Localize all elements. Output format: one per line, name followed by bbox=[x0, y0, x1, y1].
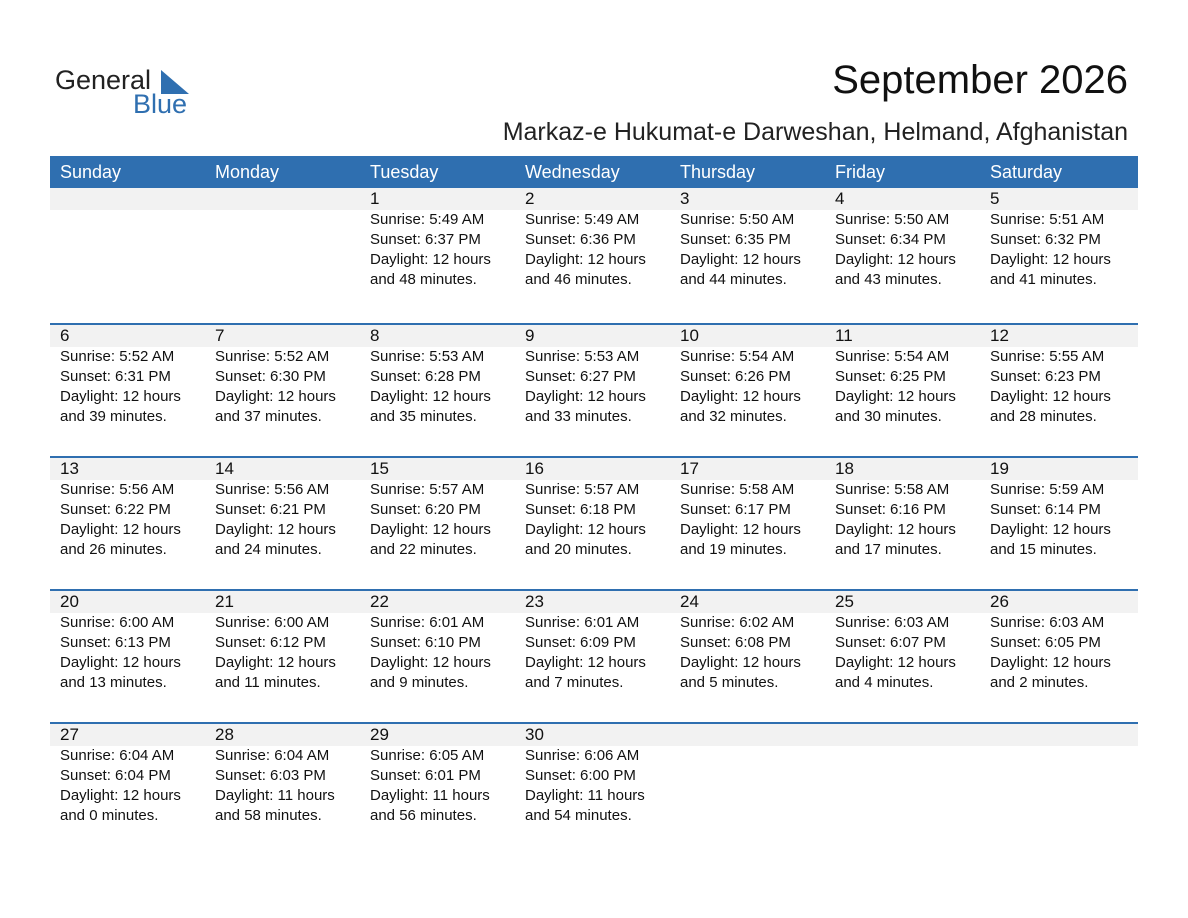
day-number: 3 bbox=[680, 189, 690, 208]
daylight-minutes-text: and 9 minutes. bbox=[370, 674, 469, 691]
weekday-header-cell: Tuesday bbox=[370, 162, 439, 182]
sunset-text: Sunset: 6:32 PM bbox=[990, 231, 1101, 248]
day-number: 20 bbox=[60, 592, 79, 611]
day-cell bbox=[50, 591, 205, 693]
sunrise-text: Sunrise: 5:50 AM bbox=[835, 211, 950, 228]
daylight-hours-text: Daylight: 12 hours bbox=[525, 521, 646, 538]
day-number: 25 bbox=[835, 592, 854, 611]
daylight-minutes-text: and 30 minutes. bbox=[835, 408, 942, 425]
sunrise-text: Sunrise: 5:52 AM bbox=[60, 348, 175, 365]
sunset-text: Sunset: 6:17 PM bbox=[680, 501, 791, 518]
week-days bbox=[50, 188, 1138, 290]
sunset-text: Sunset: 6:18 PM bbox=[525, 501, 636, 518]
daylight-minutes-text: and 58 minutes. bbox=[215, 807, 322, 824]
day-cell bbox=[515, 724, 670, 826]
daylight-hours-text: Daylight: 12 hours bbox=[525, 251, 646, 268]
daylight-minutes-text: and 43 minutes. bbox=[835, 271, 942, 288]
day-number: 27 bbox=[60, 725, 79, 744]
daylight-minutes-text: and 17 minutes. bbox=[835, 541, 942, 558]
day-number: 14 bbox=[215, 459, 234, 478]
daylight-minutes-text: and 22 minutes. bbox=[370, 541, 477, 558]
week-days bbox=[50, 458, 1138, 560]
daylight-hours-text: Daylight: 12 hours bbox=[680, 654, 801, 671]
calendar-week-row bbox=[50, 323, 1138, 456]
daylight-minutes-text: and 0 minutes. bbox=[60, 807, 159, 824]
daylight-hours-text: Daylight: 12 hours bbox=[60, 388, 181, 405]
calendar-week-row bbox=[50, 722, 1138, 855]
sunset-text: Sunset: 6:35 PM bbox=[680, 231, 791, 248]
day-cell bbox=[670, 591, 825, 693]
day-number: 28 bbox=[215, 725, 234, 744]
sunrise-text: Sunrise: 6:03 AM bbox=[990, 614, 1105, 631]
daylight-hours-text: Daylight: 12 hours bbox=[60, 654, 181, 671]
sunset-text: Sunset: 6:31 PM bbox=[60, 368, 171, 385]
daylight-minutes-text: and 54 minutes. bbox=[525, 807, 632, 824]
day-cell bbox=[515, 188, 670, 290]
daylight-minutes-text: and 2 minutes. bbox=[990, 674, 1089, 691]
calendar-weeks bbox=[50, 188, 1138, 855]
day-cell bbox=[50, 458, 205, 560]
weekday-header bbox=[50, 156, 1138, 188]
day-number: 7 bbox=[215, 326, 225, 345]
sunrise-text: Sunrise: 5:58 AM bbox=[835, 481, 950, 498]
sunrise-text: Sunrise: 6:01 AM bbox=[525, 614, 640, 631]
sunrise-text: Sunrise: 6:00 AM bbox=[60, 614, 175, 631]
sunrise-text: Sunrise: 5:51 AM bbox=[990, 211, 1105, 228]
daylight-minutes-text: and 26 minutes. bbox=[60, 541, 167, 558]
day-cell bbox=[515, 458, 670, 560]
daylight-hours-text: Daylight: 12 hours bbox=[525, 654, 646, 671]
daylight-hours-text: Daylight: 12 hours bbox=[835, 654, 956, 671]
sunset-text: Sunset: 6:26 PM bbox=[680, 368, 791, 385]
calendar-grid bbox=[50, 156, 1138, 855]
week-days bbox=[50, 591, 1138, 693]
weekday-header-cell: Thursday bbox=[680, 162, 756, 182]
sunset-text: Sunset: 6:34 PM bbox=[835, 231, 946, 248]
sunset-text: Sunset: 6:03 PM bbox=[215, 767, 326, 784]
weekday-header-cell: Sunday bbox=[60, 162, 122, 182]
logo-text-blue: Blue bbox=[133, 89, 188, 119]
day-cell bbox=[360, 458, 515, 560]
sunrise-text: Sunrise: 5:49 AM bbox=[525, 211, 640, 228]
sunrise-text: Sunrise: 5:53 AM bbox=[525, 348, 640, 365]
sunset-text: Sunset: 6:13 PM bbox=[60, 634, 171, 651]
day-cell bbox=[825, 458, 980, 560]
day-number: 23 bbox=[525, 592, 544, 611]
daylight-hours-text: Daylight: 12 hours bbox=[680, 251, 801, 268]
calendar-week-row bbox=[50, 188, 1138, 323]
sunrise-text: Sunrise: 5:56 AM bbox=[215, 481, 330, 498]
day-number: 5 bbox=[990, 189, 1000, 208]
day-cell bbox=[515, 591, 670, 693]
sunrise-text: Sunrise: 5:56 AM bbox=[60, 481, 175, 498]
sunset-text: Sunset: 6:14 PM bbox=[990, 501, 1101, 518]
sunset-text: Sunset: 6:16 PM bbox=[835, 501, 946, 518]
day-number: 19 bbox=[990, 459, 1009, 478]
day-number: 2 bbox=[525, 189, 535, 208]
day-cell bbox=[515, 325, 670, 427]
daylight-hours-text: Daylight: 12 hours bbox=[215, 388, 336, 405]
daylight-minutes-text: and 37 minutes. bbox=[215, 408, 322, 425]
daylight-minutes-text: and 32 minutes. bbox=[680, 408, 787, 425]
sunset-text: Sunset: 6:09 PM bbox=[525, 634, 636, 651]
daylight-hours-text: Daylight: 11 hours bbox=[525, 787, 645, 804]
sunrise-text: Sunrise: 6:04 AM bbox=[60, 747, 175, 764]
sunset-text: Sunset: 6:25 PM bbox=[835, 368, 946, 385]
sunrise-text: Sunrise: 5:49 AM bbox=[370, 211, 485, 228]
day-number: 15 bbox=[370, 459, 389, 478]
daylight-hours-text: Daylight: 12 hours bbox=[680, 388, 801, 405]
sunset-text: Sunset: 6:08 PM bbox=[680, 634, 791, 651]
day-cell bbox=[50, 724, 205, 826]
weekday-header-cell: Saturday bbox=[990, 162, 1063, 182]
daylight-minutes-text: and 5 minutes. bbox=[680, 674, 779, 691]
sunset-text: Sunset: 6:04 PM bbox=[60, 767, 171, 784]
daylight-minutes-text: and 33 minutes. bbox=[525, 408, 632, 425]
daylight-minutes-text: and 28 minutes. bbox=[990, 408, 1097, 425]
day-cell bbox=[360, 325, 515, 427]
daylight-minutes-text: and 20 minutes. bbox=[525, 541, 632, 558]
sunset-text: Sunset: 6:20 PM bbox=[370, 501, 481, 518]
day-cell bbox=[205, 325, 360, 427]
daylight-hours-text: Daylight: 12 hours bbox=[835, 251, 956, 268]
sunset-text: Sunset: 6:23 PM bbox=[990, 368, 1101, 385]
daylight-hours-text: Daylight: 12 hours bbox=[60, 521, 181, 538]
daylight-hours-text: Daylight: 12 hours bbox=[990, 388, 1111, 405]
sunrise-text: Sunrise: 5:50 AM bbox=[680, 211, 795, 228]
sunrise-text: Sunrise: 6:05 AM bbox=[370, 747, 485, 764]
daylight-hours-text: Daylight: 12 hours bbox=[370, 521, 491, 538]
sunset-text: Sunset: 6:00 PM bbox=[525, 767, 636, 784]
sunrise-text: Sunrise: 5:59 AM bbox=[990, 481, 1105, 498]
sunset-text: Sunset: 6:21 PM bbox=[215, 501, 326, 518]
day-number: 29 bbox=[370, 725, 389, 744]
day-number: 24 bbox=[680, 592, 699, 611]
day-number: 26 bbox=[990, 592, 1009, 611]
sunrise-text: Sunrise: 5:58 AM bbox=[680, 481, 795, 498]
day-number: 8 bbox=[370, 326, 380, 345]
sunset-text: Sunset: 6:05 PM bbox=[990, 634, 1101, 651]
weekday-header-cell: Friday bbox=[835, 162, 886, 182]
day-number: 13 bbox=[60, 459, 79, 478]
day-cell bbox=[980, 188, 1138, 290]
day-cell bbox=[360, 188, 515, 290]
day-number: 4 bbox=[835, 189, 845, 208]
daylight-minutes-text: and 56 minutes. bbox=[370, 807, 477, 824]
daylight-minutes-text: and 13 minutes. bbox=[60, 674, 167, 691]
daylight-hours-text: Daylight: 12 hours bbox=[370, 388, 491, 405]
day-cell bbox=[825, 591, 980, 693]
week-days bbox=[50, 724, 1138, 826]
day-cell bbox=[360, 591, 515, 693]
daylight-hours-text: Daylight: 12 hours bbox=[370, 251, 491, 268]
day-number: 6 bbox=[60, 326, 70, 345]
day-cell bbox=[360, 724, 515, 826]
sunrise-text: Sunrise: 5:54 AM bbox=[835, 348, 950, 365]
day-cell bbox=[670, 325, 825, 427]
day-number: 17 bbox=[680, 459, 699, 478]
daylight-minutes-text: and 39 minutes. bbox=[60, 408, 167, 425]
day-cell bbox=[205, 591, 360, 693]
sunset-text: Sunset: 6:01 PM bbox=[370, 767, 481, 784]
empty-day-cell bbox=[670, 724, 825, 826]
day-number: 21 bbox=[215, 592, 234, 611]
daylight-hours-text: Daylight: 12 hours bbox=[215, 521, 336, 538]
daylight-minutes-text: and 4 minutes. bbox=[835, 674, 934, 691]
page-title: September 2026 bbox=[832, 58, 1128, 102]
day-cell bbox=[980, 591, 1138, 693]
sunset-text: Sunset: 6:36 PM bbox=[525, 231, 636, 248]
sunrise-text: Sunrise: 6:02 AM bbox=[680, 614, 795, 631]
daylight-hours-text: Daylight: 12 hours bbox=[990, 521, 1111, 538]
generalblue-logo bbox=[55, 64, 205, 120]
empty-day-cell bbox=[205, 188, 360, 290]
daylight-hours-text: Daylight: 12 hours bbox=[215, 654, 336, 671]
day-number: 10 bbox=[680, 326, 699, 345]
daylight-minutes-text: and 48 minutes. bbox=[370, 271, 477, 288]
sunrise-text: Sunrise: 5:55 AM bbox=[990, 348, 1105, 365]
daylight-minutes-text: and 46 minutes. bbox=[525, 271, 632, 288]
sunrise-text: Sunrise: 6:03 AM bbox=[835, 614, 950, 631]
daylight-hours-text: Daylight: 11 hours bbox=[370, 787, 490, 804]
day-cell bbox=[825, 325, 980, 427]
daylight-minutes-text: and 15 minutes. bbox=[990, 541, 1097, 558]
calendar-week-row bbox=[50, 456, 1138, 589]
empty-day-cell bbox=[50, 188, 205, 290]
empty-day-cell bbox=[825, 724, 980, 826]
sunset-text: Sunset: 6:28 PM bbox=[370, 368, 481, 385]
daylight-hours-text: Daylight: 12 hours bbox=[835, 388, 956, 405]
day-cell bbox=[670, 458, 825, 560]
sunset-text: Sunset: 6:27 PM bbox=[525, 368, 636, 385]
sunset-text: Sunset: 6:37 PM bbox=[370, 231, 481, 248]
day-cell bbox=[50, 325, 205, 427]
day-number: 30 bbox=[525, 725, 544, 744]
day-cell bbox=[980, 458, 1138, 560]
day-cell bbox=[825, 188, 980, 290]
empty-day-cell bbox=[980, 724, 1138, 826]
day-number: 11 bbox=[835, 326, 853, 345]
week-days bbox=[50, 325, 1138, 427]
sunrise-text: Sunrise: 6:01 AM bbox=[370, 614, 485, 631]
daylight-hours-text: Daylight: 12 hours bbox=[990, 251, 1111, 268]
weekday-header-cell: Monday bbox=[215, 162, 280, 182]
day-cell bbox=[670, 188, 825, 290]
sunrise-text: Sunrise: 6:04 AM bbox=[215, 747, 330, 764]
daylight-minutes-text: and 24 minutes. bbox=[215, 541, 322, 558]
day-number: 12 bbox=[990, 326, 1009, 345]
day-cell bbox=[980, 325, 1138, 427]
daylight-minutes-text: and 35 minutes. bbox=[370, 408, 477, 425]
daylight-hours-text: Daylight: 12 hours bbox=[835, 521, 956, 538]
day-number: 1 bbox=[370, 189, 380, 208]
day-cell bbox=[205, 724, 360, 826]
sunset-text: Sunset: 6:12 PM bbox=[215, 634, 326, 651]
sunset-text: Sunset: 6:22 PM bbox=[60, 501, 171, 518]
sunset-text: Sunset: 6:10 PM bbox=[370, 634, 481, 651]
sunrise-text: Sunrise: 5:52 AM bbox=[215, 348, 330, 365]
day-number: 9 bbox=[525, 326, 535, 345]
daylight-minutes-text: and 19 minutes. bbox=[680, 541, 787, 558]
daylight-hours-text: Daylight: 12 hours bbox=[525, 388, 646, 405]
sunrise-text: Sunrise: 6:06 AM bbox=[525, 747, 640, 764]
sunrise-text: Sunrise: 5:57 AM bbox=[370, 481, 485, 498]
sunrise-text: Sunrise: 5:53 AM bbox=[370, 348, 485, 365]
daylight-hours-text: Daylight: 12 hours bbox=[60, 787, 181, 804]
weekday-header-cell: Wednesday bbox=[525, 162, 620, 182]
daylight-minutes-text: and 44 minutes. bbox=[680, 271, 787, 288]
day-number: 16 bbox=[525, 459, 544, 478]
sunset-text: Sunset: 6:30 PM bbox=[215, 368, 326, 385]
daylight-hours-text: Daylight: 12 hours bbox=[990, 654, 1111, 671]
day-cell bbox=[205, 458, 360, 560]
daylight-minutes-text: and 41 minutes. bbox=[990, 271, 1097, 288]
daylight-hours-text: Daylight: 12 hours bbox=[370, 654, 491, 671]
sunrise-text: Sunrise: 5:54 AM bbox=[680, 348, 795, 365]
day-number: 18 bbox=[835, 459, 854, 478]
location-subtitle: Markaz-e Hukumat-e Darweshan, Helmand, Afghanistan bbox=[502, 118, 1128, 146]
sunrise-text: Sunrise: 6:00 AM bbox=[215, 614, 330, 631]
daylight-hours-text: Daylight: 12 hours bbox=[680, 521, 801, 538]
sunrise-text: Sunrise: 5:57 AM bbox=[525, 481, 640, 498]
sunset-text: Sunset: 6:07 PM bbox=[835, 634, 946, 651]
logo-text-general: General bbox=[55, 65, 152, 95]
daylight-minutes-text: and 11 minutes. bbox=[215, 674, 321, 691]
calendar-week-row bbox=[50, 589, 1138, 722]
daylight-minutes-text: and 7 minutes. bbox=[525, 674, 624, 691]
daylight-hours-text: Daylight: 11 hours bbox=[215, 787, 335, 804]
day-number: 22 bbox=[370, 592, 389, 611]
